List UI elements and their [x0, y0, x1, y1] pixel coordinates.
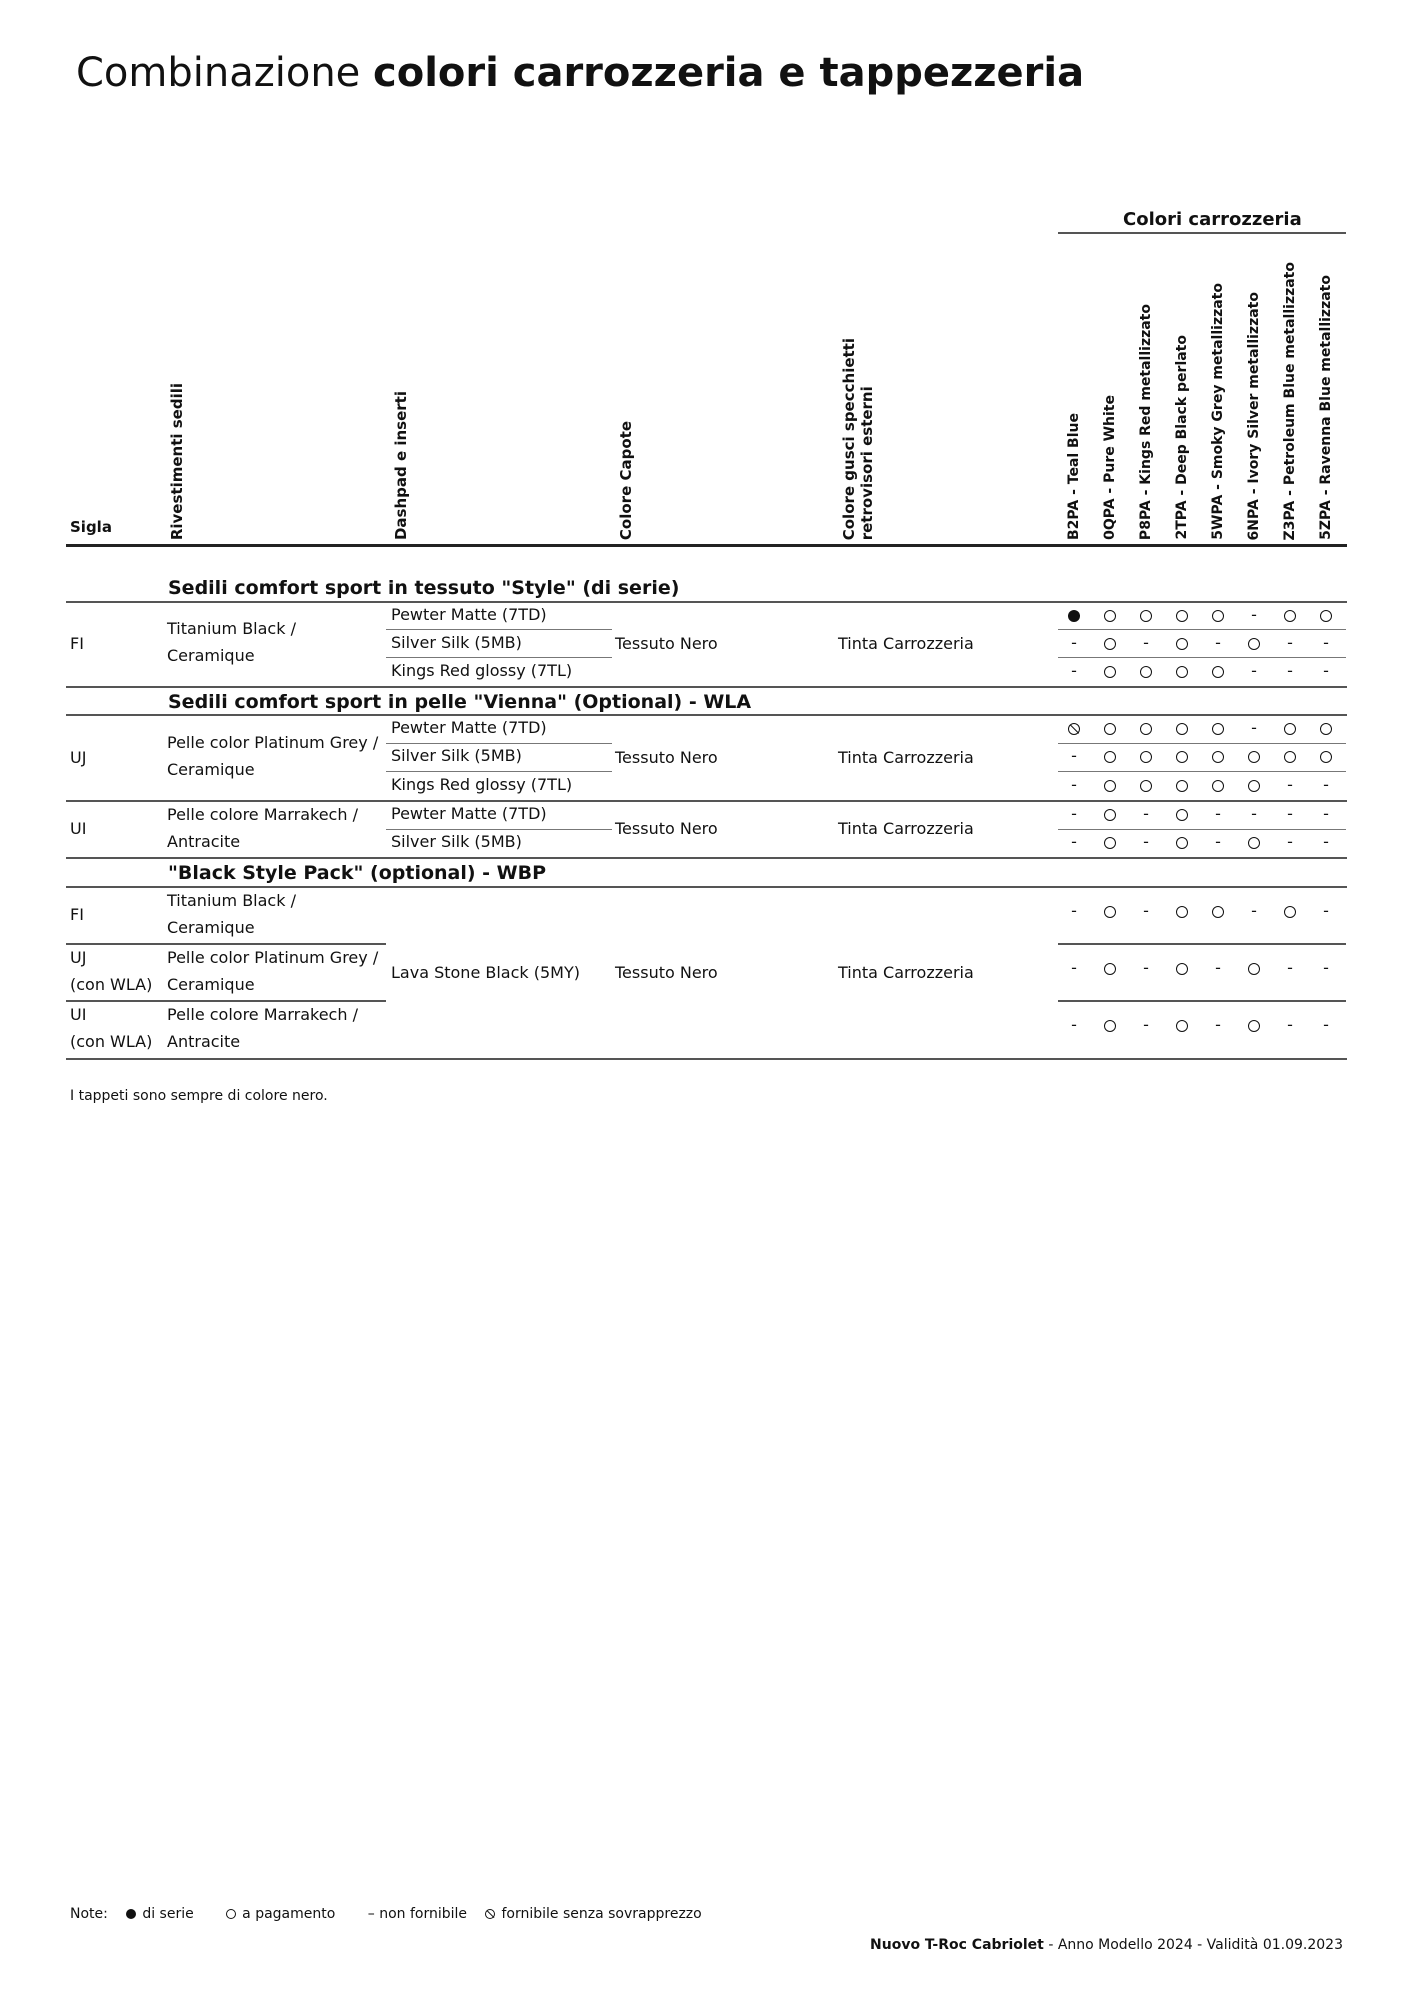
open-circle-icon [1176, 780, 1188, 792]
rivestimento-line: Pelle color Platinum Grey / [167, 733, 379, 752]
rivestimento-line: Pelle color Platinum Grey / [167, 948, 379, 967]
availability-symbol [1313, 634, 1339, 652]
availability-symbol [1133, 805, 1159, 823]
dash-icon: - [1215, 633, 1221, 652]
header-rivestimenti: Rivestimenti sedili [168, 382, 186, 540]
availability-symbol [1205, 805, 1231, 823]
open-circle-icon [1176, 666, 1188, 678]
rivestimento-line: Antracite [167, 1032, 241, 1051]
open-circle-icon [1104, 610, 1116, 622]
footer [870, 1937, 1343, 1953]
dash-icon: - [1323, 958, 1329, 977]
dash-icon: - [1323, 804, 1329, 823]
availability-symbol [1133, 719, 1159, 737]
slashed-circle-icon [485, 1909, 495, 1919]
section-title-black-style: "Black Style Pack" (optional) - WBP [168, 862, 547, 884]
dashpad-cell: Pewter Matte (7TD) [391, 605, 547, 624]
availability-symbol [1133, 833, 1159, 851]
availability-symbol [1061, 833, 1087, 851]
dash-icon: - [1287, 958, 1293, 977]
dashpad-cell: Kings Red glossy (7TL) [391, 775, 573, 794]
availability-symbol [1241, 833, 1267, 851]
availability-symbol [1313, 606, 1339, 624]
sigla-line: (con WLA) [70, 975, 153, 994]
open-circle-icon [226, 1909, 236, 1919]
availability-symbol [1277, 606, 1303, 624]
sigla-line: UJ [70, 948, 87, 967]
open-circle-icon [1104, 666, 1116, 678]
header-capote: Colore Capote [617, 420, 635, 540]
availability-symbol [1205, 1016, 1231, 1034]
availability-symbol [1133, 902, 1159, 920]
availability-symbol [1133, 606, 1159, 624]
rule [66, 857, 1347, 859]
rule [1058, 743, 1346, 744]
availability-symbol [1097, 805, 1123, 823]
dash-icon: - [1071, 804, 1077, 823]
open-circle-icon [1176, 723, 1188, 735]
rivestimento-line: Pelle colore Marrakech / [167, 805, 358, 824]
open-circle-icon [1104, 1020, 1116, 1032]
color-column-header: 6NPA - Ivory Silver metallizzato [1246, 291, 1262, 540]
availability-symbol [1313, 747, 1339, 765]
availability-symbol [1313, 805, 1339, 823]
rule [66, 686, 1347, 688]
open-circle-icon [1104, 963, 1116, 975]
availability-symbol [1097, 634, 1123, 652]
dash-icon: - [1251, 605, 1257, 624]
availability-symbol [1133, 662, 1159, 680]
page-title: Combinazione colori carrozzeria e tappezzeria [76, 50, 1085, 96]
open-circle-icon [1212, 751, 1224, 763]
rivestimento-line: Antracite [167, 832, 241, 851]
open-circle-icon [1140, 723, 1152, 735]
rivestimento-cell [167, 615, 296, 669]
availability-symbol [1205, 833, 1231, 851]
dash-icon: - [1143, 832, 1149, 851]
filled-circle-icon [1068, 610, 1080, 622]
open-circle-icon [1212, 610, 1224, 622]
section-title-style: Sedili comfort sport in tessuto "Style" (di serie) [168, 577, 680, 599]
open-circle-icon [1140, 780, 1152, 792]
open-circle-icon [1176, 610, 1188, 622]
availability-symbol [1241, 747, 1267, 765]
open-circle-icon [1104, 723, 1116, 735]
dash-icon: - [1143, 633, 1149, 652]
dashpad-cell: Kings Red glossy (7TL) [391, 661, 573, 680]
availability-symbol [1169, 634, 1195, 652]
availability-symbol [1097, 776, 1123, 794]
legend-label: Note: [70, 1906, 108, 1922]
open-circle-icon [1212, 666, 1224, 678]
open-circle-icon [1320, 751, 1332, 763]
availability-symbol [1133, 634, 1159, 652]
dash-icon: - [1323, 775, 1329, 794]
open-circle-icon [1320, 610, 1332, 622]
dashpad-cell: Silver Silk (5MB) [391, 832, 522, 851]
availability-symbol [1277, 719, 1303, 737]
availability-symbol [1313, 776, 1339, 794]
availability-symbol [1241, 606, 1267, 624]
availability-symbol [1169, 1016, 1195, 1034]
availability-symbol [1205, 606, 1231, 624]
rule [66, 1058, 1347, 1060]
availability-symbol [1241, 776, 1267, 794]
rivestimento-cell [167, 944, 378, 998]
availability-symbol [1061, 902, 1087, 920]
dash-icon: - [1251, 804, 1257, 823]
availability-symbol [1061, 1016, 1087, 1034]
footer-rest: - Anno Modello 2024 - Validità 01.09.2023 [1043, 1937, 1343, 1953]
availability-symbol [1133, 747, 1159, 765]
capote-cell: Tessuto Nero [615, 748, 718, 767]
dash-icon: - [1287, 1015, 1293, 1034]
sigla-cell [70, 1001, 152, 1055]
header-gusci-line1: Colore gusci specchietti [840, 337, 858, 540]
availability-symbol [1061, 959, 1087, 977]
open-circle-icon [1104, 837, 1116, 849]
rule [1058, 657, 1346, 658]
sigla-line: UI [70, 1005, 87, 1024]
dash-icon: - [1071, 775, 1077, 794]
dash-icon: - [1323, 832, 1329, 851]
open-circle-icon [1104, 638, 1116, 650]
dash-icon: - [1071, 633, 1077, 652]
rule [66, 714, 1347, 716]
rivestimento-line: Ceramique [167, 646, 255, 665]
availability-symbol [1241, 662, 1267, 680]
legend-free-text: fornibile senza sovrapprezzo [501, 1906, 702, 1922]
header-rule [66, 544, 1347, 547]
rule [1058, 629, 1346, 630]
availability-symbol [1133, 1016, 1159, 1034]
legend-std [126, 1906, 207, 1922]
availability-symbol [1169, 719, 1195, 737]
gusci-cell: Tinta Carrozzeria [838, 634, 974, 653]
capote-cell: Tessuto Nero [615, 819, 718, 838]
open-circle-icon [1104, 780, 1116, 792]
sigla-line: (con WLA) [70, 1032, 153, 1051]
availability-symbol [1169, 662, 1195, 680]
availability-symbol [1097, 606, 1123, 624]
rule [1058, 943, 1346, 945]
dash-icon: - [1251, 661, 1257, 680]
availability-symbol [1097, 1016, 1123, 1034]
colori-underline [1058, 232, 1346, 234]
availability-symbol [1205, 776, 1231, 794]
open-circle-icon [1284, 723, 1296, 735]
availability-symbol [1313, 1016, 1339, 1034]
availability-symbol [1169, 606, 1195, 624]
open-circle-icon [1284, 751, 1296, 763]
color-column-header: 2TPA - Deep Black perlato [1174, 335, 1190, 540]
availability-symbol [1277, 662, 1303, 680]
rule [1058, 1000, 1346, 1002]
availability-symbol [1277, 959, 1303, 977]
open-circle-icon [1104, 751, 1116, 763]
capote-cell: Tessuto Nero [615, 963, 718, 982]
color-column-header: 5WPA - Smoky Grey metallizzato [1210, 283, 1226, 540]
availability-symbol [1277, 833, 1303, 851]
rivestimento-line: Titanium Black / [167, 619, 296, 638]
availability-symbol [1313, 719, 1339, 737]
legend [70, 1906, 730, 1922]
dash-icon: - [1071, 958, 1077, 977]
availability-symbol [1205, 719, 1231, 737]
rivestimento-line: Ceramique [167, 760, 255, 779]
open-circle-icon [1104, 809, 1116, 821]
dash-icon: - [1143, 804, 1149, 823]
dash-icon: - [1323, 633, 1329, 652]
availability-symbol [1277, 747, 1303, 765]
dash-icon: - [1071, 746, 1077, 765]
filled-circle-icon [126, 1909, 136, 1919]
dash-icon: - [1287, 804, 1293, 823]
availability-symbol [1097, 902, 1123, 920]
rivestimento-cell [167, 801, 358, 855]
availability-symbol [1061, 805, 1087, 823]
dash-icon: - [1215, 1015, 1221, 1034]
dash-icon: - [1287, 832, 1293, 851]
header-gusci-line2: retrovisori esterni [858, 385, 876, 540]
sigla-cell: FI [70, 634, 84, 653]
carpet-note: I tappeti sono sempre di colore nero. [70, 1088, 328, 1104]
availability-symbol [1313, 959, 1339, 977]
availability-symbol [1277, 902, 1303, 920]
availability-symbol [1313, 902, 1339, 920]
availability-symbol [1277, 1016, 1303, 1034]
color-column-header: B2PA - Teal Blue [1066, 412, 1082, 540]
availability-symbol [1241, 902, 1267, 920]
open-circle-icon [1176, 638, 1188, 650]
availability-symbol [1097, 959, 1123, 977]
footer-model: Nuovo T-Roc Cabriolet [870, 1937, 1044, 1953]
dash-icon: - [1251, 901, 1257, 920]
dashpad-cell: Silver Silk (5MB) [391, 633, 522, 652]
header-dashpad: Dashpad e inserti [392, 390, 410, 540]
dash-icon: - [1143, 901, 1149, 920]
header-sigla: Sigla [70, 518, 112, 536]
gusci-cell: Tinta Carrozzeria [838, 819, 974, 838]
dashpad-cell: Lava Stone Black (5MY) [391, 963, 580, 982]
legend-na: – non fornibile [367, 1906, 468, 1922]
availability-symbol [1205, 747, 1231, 765]
dash-icon: - [1143, 1015, 1149, 1034]
dash-icon: - [1215, 958, 1221, 977]
open-circle-icon [1212, 780, 1224, 792]
availability-symbol [1097, 833, 1123, 851]
open-circle-icon [1140, 610, 1152, 622]
slashed-circle-icon [1068, 723, 1080, 735]
rule [1058, 771, 1346, 772]
rivestimento-cell [167, 887, 296, 941]
dash-icon: - [1251, 718, 1257, 737]
open-circle-icon [1248, 638, 1260, 650]
color-column-header: 5ZPA - Ravenna Blue metallizzato [1318, 275, 1334, 540]
color-column-header: 0QPA - Pure White [1102, 395, 1118, 540]
open-circle-icon [1284, 610, 1296, 622]
open-circle-icon [1104, 906, 1116, 918]
header-gusci [840, 338, 880, 540]
dash-icon: - [1143, 958, 1149, 977]
section-title-vienna: Sedili comfort sport in pelle "Vienna" (Optional) - WLA [168, 691, 752, 713]
dash-icon: - [1215, 804, 1221, 823]
availability-symbol [1061, 747, 1087, 765]
open-circle-icon [1320, 723, 1332, 735]
rule [66, 601, 1347, 603]
availability-symbol [1061, 719, 1087, 737]
dash-icon: - [1215, 832, 1221, 851]
open-circle-icon [1140, 751, 1152, 763]
rivestimento-line: Ceramique [167, 918, 255, 937]
rivestimento-line: Pelle colore Marrakech / [167, 1005, 358, 1024]
availability-symbol [1169, 805, 1195, 823]
availability-symbol [1169, 959, 1195, 977]
dash-icon: - [1287, 633, 1293, 652]
dashpad-cell: Silver Silk (5MB) [391, 746, 522, 765]
open-circle-icon [1212, 906, 1224, 918]
availability-symbol [1205, 902, 1231, 920]
rule [1058, 829, 1346, 830]
open-circle-icon [1248, 751, 1260, 763]
availability-symbol [1241, 719, 1267, 737]
availability-symbol [1169, 747, 1195, 765]
gusci-cell: Tinta Carrozzeria [838, 748, 974, 767]
capote-cell: Tessuto Nero [615, 634, 718, 653]
availability-symbol [1313, 662, 1339, 680]
availability-symbol [1277, 776, 1303, 794]
availability-symbol [1205, 662, 1231, 680]
open-circle-icon [1248, 1020, 1260, 1032]
open-circle-icon [1176, 963, 1188, 975]
dash-icon: - [1287, 775, 1293, 794]
dash-icon: - [1071, 901, 1077, 920]
dash-icon: - [1323, 901, 1329, 920]
availability-symbol [1169, 833, 1195, 851]
dash-icon: - [1323, 661, 1329, 680]
availability-symbol [1061, 776, 1087, 794]
availability-symbol [1169, 902, 1195, 920]
open-circle-icon [1176, 751, 1188, 763]
open-circle-icon [1176, 809, 1188, 821]
legend-free [485, 1906, 715, 1922]
availability-symbol [1169, 776, 1195, 794]
open-circle-icon [1140, 666, 1152, 678]
rivestimento-cell [167, 1001, 358, 1055]
color-column-header: Z3PA - Petroleum Blue metallizzato [1282, 261, 1298, 540]
availability-symbol [1061, 634, 1087, 652]
dashpad-cell: Pewter Matte (7TD) [391, 804, 547, 823]
sigla-cell: FI [70, 905, 84, 924]
legend-opt [226, 1906, 349, 1922]
open-circle-icon [1248, 780, 1260, 792]
availability-symbol [1133, 959, 1159, 977]
color-column-header: P8PA - Kings Red metallizzato [1138, 303, 1154, 540]
availability-symbol [1205, 959, 1231, 977]
open-circle-icon [1176, 906, 1188, 918]
availability-symbol [1277, 634, 1303, 652]
open-circle-icon [1176, 1020, 1188, 1032]
availability-symbol [1241, 1016, 1267, 1034]
rivestimento-line: Titanium Black / [167, 891, 296, 910]
availability-symbol [1097, 719, 1123, 737]
availability-symbol [1241, 805, 1267, 823]
availability-symbol [1205, 634, 1231, 652]
header-colori-carrozzeria: Colori carrozzeria [1123, 209, 1302, 230]
availability-symbol [1097, 662, 1123, 680]
dash-icon: - [1287, 661, 1293, 680]
availability-symbol [1313, 833, 1339, 851]
rivestimento-cell [167, 729, 378, 783]
rivestimento-line: Ceramique [167, 975, 255, 994]
open-circle-icon [1212, 723, 1224, 735]
sigla-cell [70, 944, 152, 998]
availability-symbol [1277, 805, 1303, 823]
dash-icon: - [1071, 832, 1077, 851]
availability-symbol [1241, 634, 1267, 652]
sigla-cell: UJ [70, 748, 87, 767]
availability-symbol [1241, 959, 1267, 977]
open-circle-icon [1248, 837, 1260, 849]
open-circle-icon [1248, 963, 1260, 975]
legend-std-text: di serie [142, 1906, 194, 1922]
availability-symbol [1097, 747, 1123, 765]
gusci-cell: Tinta Carrozzeria [838, 963, 974, 982]
availability-symbol [1133, 776, 1159, 794]
availability-symbol [1061, 606, 1087, 624]
open-circle-icon [1284, 906, 1296, 918]
dash-icon: - [1323, 1015, 1329, 1034]
dashpad-cell: Pewter Matte (7TD) [391, 718, 547, 737]
dash-icon: - [1071, 1015, 1077, 1034]
legend-opt-text: a pagamento [242, 1906, 336, 1922]
availability-symbol [1061, 662, 1087, 680]
sigla-cell: UI [70, 819, 87, 838]
open-circle-icon [1176, 837, 1188, 849]
dash-icon: - [1071, 661, 1077, 680]
